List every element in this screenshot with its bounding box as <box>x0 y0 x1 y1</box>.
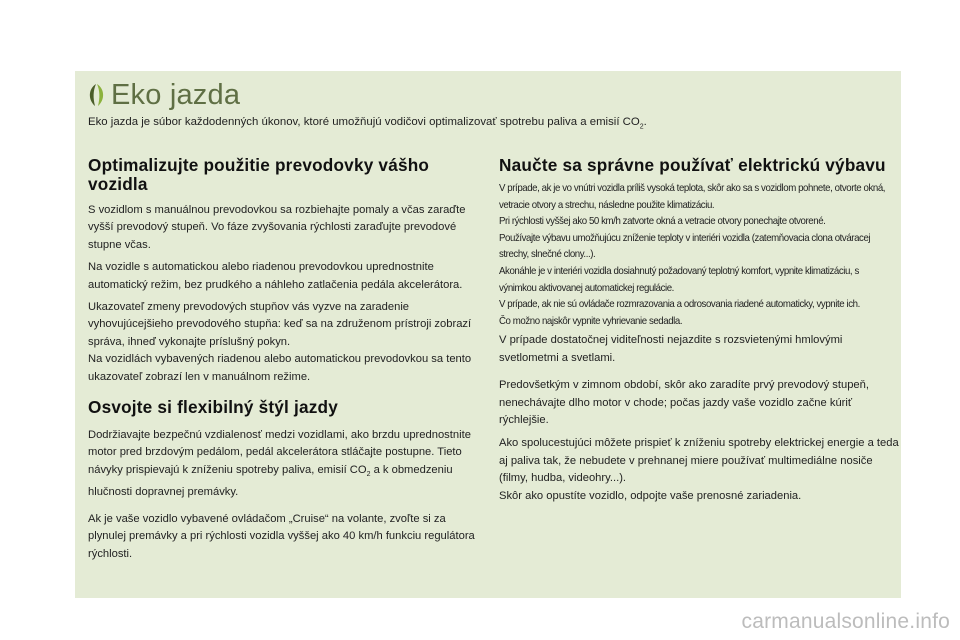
air-conditioning-tips <box>499 181 899 330</box>
paragraph: Používajte výbavu umožňujúcu zníženie teploty v interiéri vozidla (zatemňovacia clona otváracej strechy, slnečné clony...). <box>499 232 871 261</box>
page-title: Eko jazda <box>111 79 241 111</box>
section-heading-driving-style: Osvojte si flexibilný štýl jazdy <box>88 397 338 418</box>
paragraph: Ak je vaše vozidlo vybavené ovládačom „Cruise“ na volante, zvoľte si za plynulej premávky a pri rýchlosti vozidla vyššej ako 40 km/h funkciu regulátora rýchlosti. <box>88 512 475 560</box>
paragraph: Skôr ako opustíte vozidlo, odpojte vaše prenosné zariadenia. <box>499 489 802 502</box>
paragraph: V prípade dostatočnej viditeľnosti nejazdite s rozsvietenými hmlovými svetlometmi a svetlami. <box>499 334 843 364</box>
paragraph: Na vozidlách vybavených riadenou alebo automatickou prevodovkou sa tento ukazovateľ zobrazí len v manuálnom režime. <box>88 353 472 383</box>
right-column <box>499 156 899 505</box>
title-row <box>85 78 240 112</box>
paragraph: Dodržiavajte bezpečnú vzdialenosť medzi vozidlami, ako brzdu uprednostnite motor pred brzdovým pedálom, pedál akcelerátora stláčajte postupne. Tieto návyky prispievajú k zníženiu spotreby paliva, emisií $CO_2$ a k obmedzeniu hlučnosti dopravnej premávky. <box>88 429 471 498</box>
section-heading-gearbox: Optimalizujte použitie prevodovky vášho vozidla <box>88 155 430 194</box>
left-column <box>88 156 483 563</box>
paragraph: V prípade, ak je vo vnútri vozidla príliš vysoká teplota, skôr ako sa s vozidlom pohnete, otvorte okná, vetracie otvory a strechu, následne použite klimatizáciu. <box>499 183 886 211</box>
paragraph: Čo možno najskôr vypnite vyhrievanie sedadla. <box>499 315 683 327</box>
paragraph: Pri rýchlosti vyššej ako 50 km/h zatvorte okná a vetracie otvory ponechajte otvorené. <box>499 216 826 228</box>
paragraph: Predovšetkým v zimnom období, skôr ako zaradíte prvý prevodový stupeň, nenechávajte dlho motor v chode; počas jazdy vaše vozidlo začne kúriť rýchlejšie. <box>499 379 869 426</box>
paragraph: Ukazovateľ zmeny prevodových stupňov vás vyzve na zaradenie vyhovujúcejšieho prevodového stupňa: keď sa na združenom prístroji zobrazí správa, ihneď vykonajte príslušný pokyn. <box>88 301 472 348</box>
paragraph: Na vozidle s automatickou alebo riadenou prevodovkou uprednostnite automatický režim, bez prudkého a náhleho zatlačenia pedála akcelerátora. <box>88 261 463 291</box>
paragraph: V prípade, ak nie sú ovládače rozmrazovania a odrosovania riadené automaticky, vypnite ich. <box>499 299 860 311</box>
paragraph: Ako spolucestujúci môžete prispieť k zníženiu spotreby elektrickej energie a teda aj paliva tak, že nebudete v prehnanej miere používať multimediálne nosiče (filmy, hudba, videohry...). <box>499 437 899 485</box>
leaf-icon <box>85 83 107 107</box>
paragraph: S vozidlom s manuálnou prevodovkou sa rozbiehajte pomaly a včas zaraďte vyšší prevodový stupeň. Vo fáze zvyšovania rýchlosti zaraďujte prevodové stupne včas. <box>88 204 466 251</box>
section-heading-electrical: Naučte sa správne používať elektrickú výbavu <box>499 155 886 175</box>
intro-text: Eko jazda je súbor každodenných úkonov, ktoré umožňujú vodičovi optimalizovať spotrebu paliva a emisií $CO_2$. <box>88 116 647 131</box>
watermark: carmanualsonline.info <box>741 610 950 633</box>
paragraph: Akonáhle je v interiéri vozidla dosiahnutý požadovaný teplotný komfort, vypnite klimatizáciu, s výnimkou aktivovanej automatickej regulácie. <box>499 265 859 294</box>
